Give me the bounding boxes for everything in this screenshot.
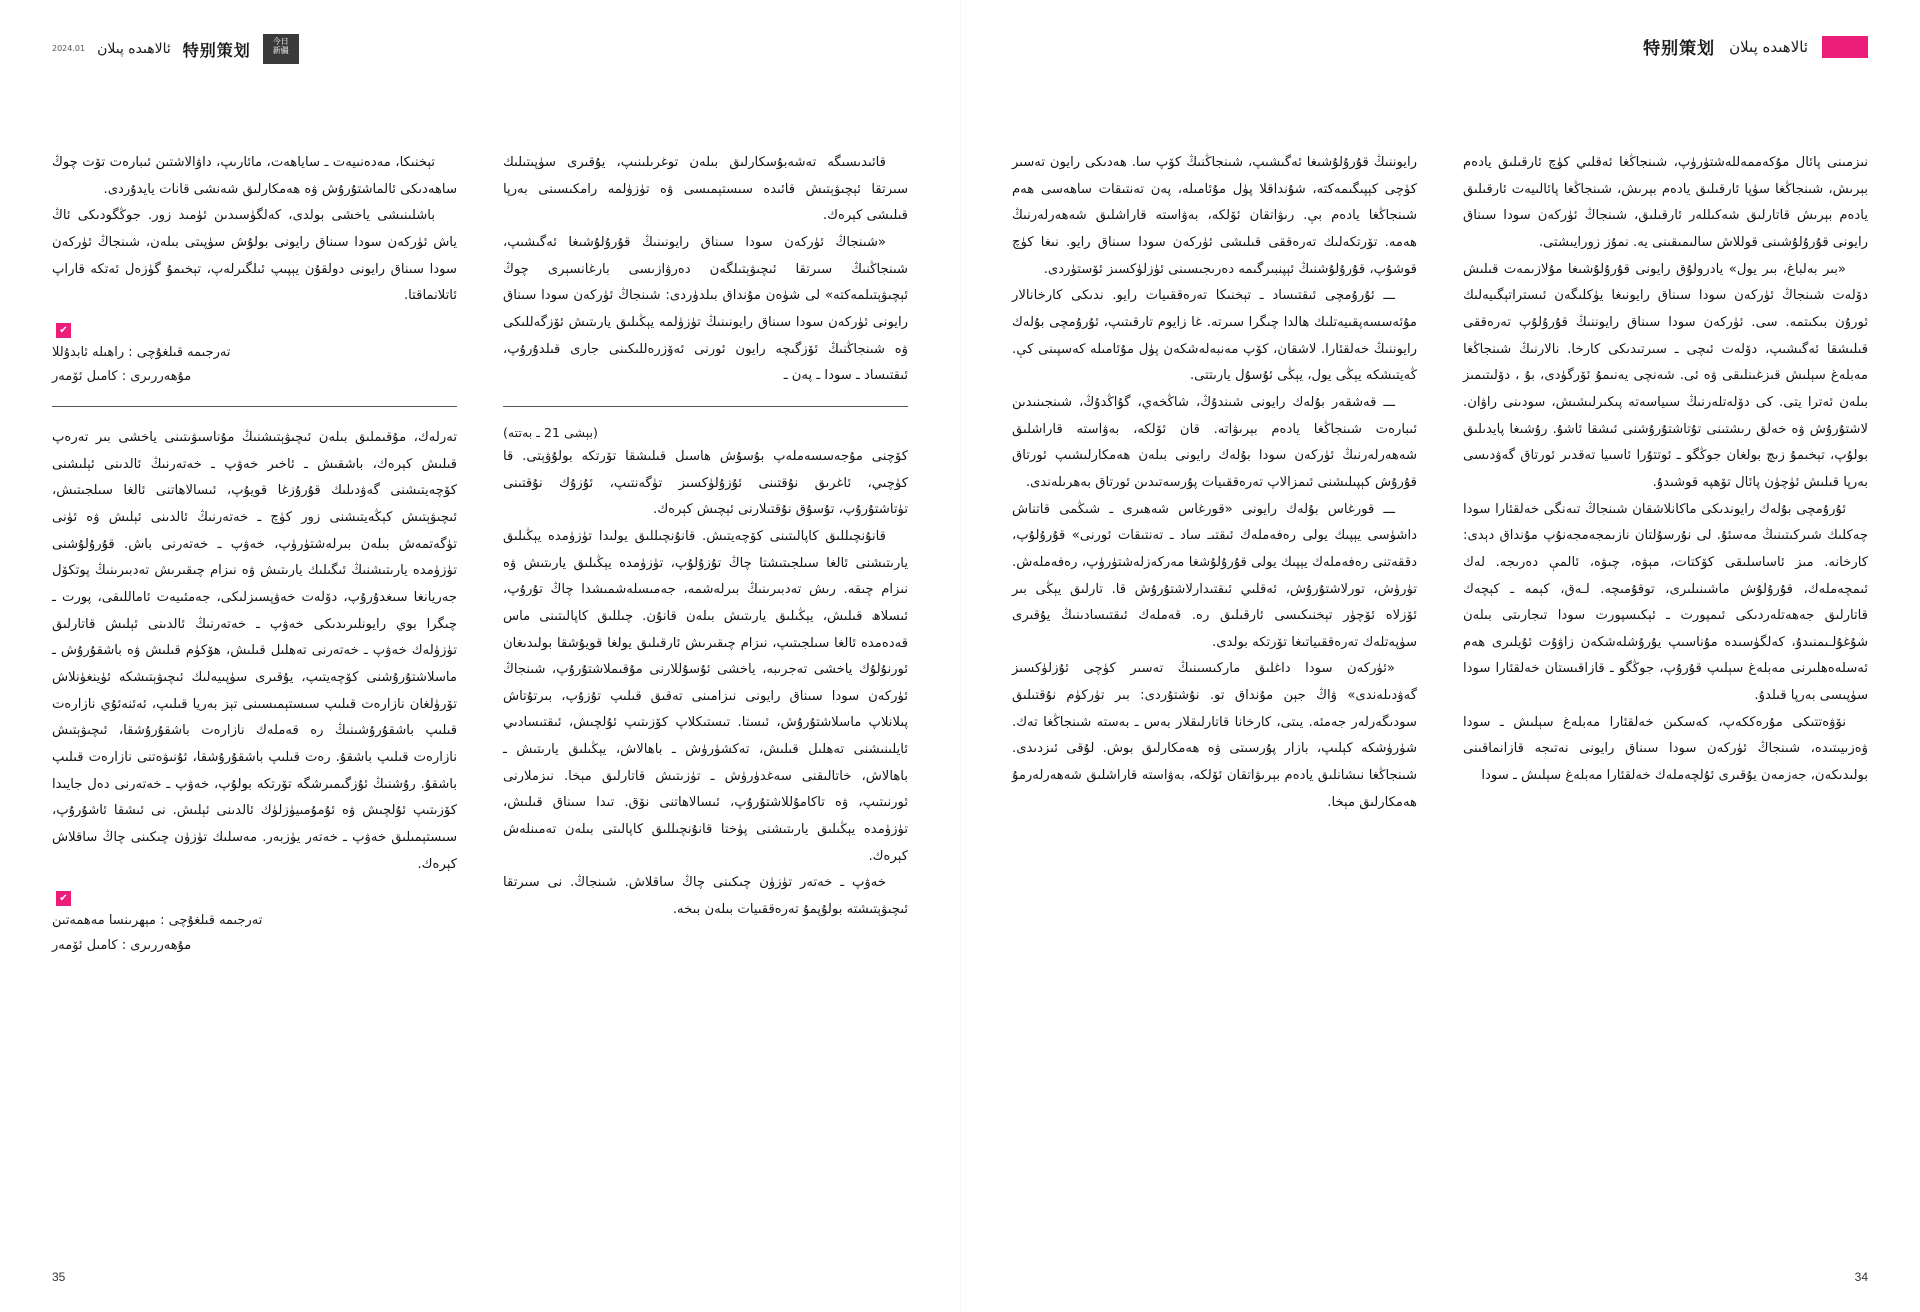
paragraph: تېخنىكا، مەدەنىيەت ـ ساياھەت، مائارىپ، داۋالاشتىن ئىبارەت تۆت چوڭ ساھەدىكى ئالماشتۇرۇش ۋە ھەمكارلىق شەنشى قانات يايدۇردى. bbox=[52, 155, 457, 197]
end-mark-icon: ✔ bbox=[56, 323, 71, 338]
continuation-note: (بېشى 21 ـ بەتتە) bbox=[503, 424, 598, 440]
paragraph: «بىر بەلباغ، بىر يول» يادرولۇق رايونى قۇرۇلۇشىغا مۇلازىمەت قىلىش دۆلەت شىنجاڭ ئۈركەن سودا سىناق رايونىغا يۈكلىگەن ئىستراتېگىيەلىك ئورۇن بىكىتمە. سى. ئۈركەن سودا سىناق رايوننىڭ قۇرۇلۇپ تەرەققى قىلىشقا ئەگىشىپ، دۆلەت ئىچى ـ سىرتىدىكى كارخا. نالارنىڭ شىنجاڭغا مەبلەغ سېلىش قىزغىنلىقى ۋە ئى. شەنچى يەنىمۇ ئۆرگۈدى، بۇ ، دۆلىتىمىز بىلەن ئەترا يتى. كى دۆلەتلەرنىڭ سىياسەتە پىكىرلىشىش، سودىنى راۋان. لاشتۇرۇش ۋە خەلق رىشتىنى تۇتاشتۇرۇشنى ئىشقا ئاشۇ. رۇشىغا پايدىلىق بولۇپ، تېخىمۇ زىچ بولغان جوڭگو ـ ئوتتۇرا ئاسىيا تەقدىر ئورتاق گەۋدىسى بەرپا قىلىش ئۈچۈن پائال تۆھپە قوشىدۇ. bbox=[1463, 261, 1868, 490]
paragraph: كۆچنى مۇجەسسەملەپ بۇسۇش ھاسىل قىلىشقا تۆرتكە بولۇۋېتى. قا كۈچىي، ئاغرىق نۇقتىنى ئۇزۇلۈكسىز تۈگەنتىپ، ئۇزۇك نۇقتىنى تۈتاشتۇرۇپ، تۇسۇق نۇقتىلارنى ئېچىش كېرەك. bbox=[503, 448, 908, 518]
logo-line-2: 新疆 bbox=[272, 46, 289, 56]
page-marker-tab bbox=[1822, 36, 1868, 58]
section-divider bbox=[52, 406, 457, 407]
article-right-col-b bbox=[1463, 150, 1868, 790]
paragraph: خەۋپ ـ خەتەر تۈزۈن چىكىنى چاڭ ساقلاش. شىنجاڭ. نى سىرتقا ئىچىۋېتىشتە بولۇپمۇ تەرەققىيات بىلەن بىخە. bbox=[503, 875, 908, 918]
article-bottom-col-a bbox=[52, 425, 457, 878]
page-right-columns bbox=[1012, 150, 1868, 1242]
end-mark-icon: ✔ bbox=[56, 891, 71, 906]
paragraph: ـــ قورغاس بۇلەك رايونى «قورغاس شەھىرى ـ شىڭمى قاتناش داشۈسى يېپىك يولى رەفەملەك ئىقتىـ ساد ـ تەنتىقات ئورنى» قۇرۇلۇپ، دققەتنى رەفەملەك يېپىك يولى قۇرۇلۇشغا مەركەزلەشتۈرۈپ، رەفەملەش. تۈرۈش، تورلاشتۇرۇش، ئەقلىي ئىقتىدارلاشتۇرۇش قا. تارلىق يېڭى بىر ئۆزلاە ئۆچۈر تېخنىكىسى ئارقىلىق رە. قەملەك ئىقتىسادىنىڭ يۇقىرى سۈپەتلەك تەرەققىياتىغا تۆرتكە بولدى. bbox=[1012, 501, 1417, 650]
header-issue-date: 2024.01 bbox=[52, 43, 86, 53]
paragraph: ـــ ئۇرۇمچى ئىقتىساد ـ تېخنىكا تەرەققىيات رايو. ندىكى كارخانالار مۇئەسسەپقىيەتلىك ھالدا چىگرا سىرتە. غا زايوم تارقىتىپ، ئۇرۇمچى بۇلەك رايوننىڭ خەلقئارا. لاشقان، كۆپ مەنبەلەشكەن پۈل مۇئامىلە كەسپىنى كې. ڭەيتىشكە يېڭى يول، يېڭى ئۇسۇل يارىتتى. bbox=[1012, 288, 1417, 384]
page-left-columns bbox=[52, 150, 908, 1242]
column-left-page-inner bbox=[503, 150, 908, 1242]
paragraph: نۆۋەتتىكى مۇرەككەپ، كەسكىن خەلقئارا مەبلەغ سېلىش ـ سودا ۋەزىيىتىدە، شىنجاڭ ئۈركەن سودا سىناق رايونى نەتىجە قازانماقىنى بولىدىكەن، جەزمەن يۇقىرى ئۇلچەملەك خەلقئارا مەبلەغ سېلىش ـ سودا bbox=[1463, 714, 1868, 784]
editor-credit: مۇھەررىرى : كامىل ئۆمەر bbox=[52, 369, 192, 385]
paragraph: قائىدىسىگە تەشەبۇسكارلىق بىلەن توغرىلىنىپ، يۇقىرى سۈپىتىلىك سىرتقا ئېچىۋېتىش قائىدە سىستېمىسى ۋە تۈزۈلمە رامكىسىنى بەرپا قىلىشى كېرەك. bbox=[503, 155, 908, 224]
magazine-logo bbox=[263, 34, 299, 64]
article-right-col-a bbox=[1012, 150, 1417, 816]
paragraph: رايوننىڭ قۇرۇلۇشىغا ئەگىشىپ، شىنجاڭنىڭ كۆپ سا. ھەدىكى رايون تەسىر كۈچى كېپىگىمەكتە، شۇنداقلا پۈل مۇئامىلە، پەن تەنتىقات ساھەسى ھەم شىنجاڭغا يادەم بې. رىۋاتقان ئۆلكە، بەۋاستە قاراشلىق شەھەرلەرنىڭ ھەمە. تۆرتكەلىك تەرەققى قىلىشى ئۈركەن سودا سىناق رايو. نىغا كۈچ قوشۇپ، قۇرۇلۇشنىڭ ئېپنبىرگىمە دەرىجىسىنى ئۈزلۈكسىز ئۆستۈردى. bbox=[1012, 155, 1417, 277]
running-head-left bbox=[52, 34, 299, 64]
paragraph: «شىنجاڭ ئۈركەن سودا سىناق رايونىنىڭ قۇرۇلۇشىغا ئەگىشىپ، شىنجاڭنىڭ سىرتقا ئىچىۋېتىلگەن دەرۋازىسى بارغانسېرى چوڭ ئېچىۋېتىلمەكتە» لى شۈەن مۇنداق بىلدۈردى: شىنجاڭ ئۈركەن سودا سىناق رايونى ئۈركەن سودا سىناق رايونىنىڭ تۈزۈلمە يېڭىلىق يارىتىش ئۆزگەللىكى ۋە شىنجاڭنىڭ ئۆزگىچە رايون ئورنى ئەۆزرەللىكىنى جارى قىلدۇرۇپ، ئىقتىساد ـ سودا ـ پەن ـ bbox=[503, 234, 908, 384]
article-top-col-a bbox=[52, 150, 457, 310]
editor-credit: مۇھەررىرى : كامىل ئۆمەر bbox=[52, 937, 192, 953]
folio-left: 35 bbox=[52, 1270, 66, 1284]
paragraph: ـــ قەشقەر بۇلەك رايونى شىندۇڭ، شاڭخەي، گۇاڭدۇڭ، شىنجىنىدىن ئىبارەت شىنجاڭغا يادەم بېرىۋاتە. قان ئۆلكە، بەۋاستە قاراشلىق شەھەرلەرنىڭ ئۈركەن سودا بۇلەك رايونى بىلەن ھەمكارلىشىپ ئورتاق قۇرۇش كېپىلىشنى ئىمزالاپ تەرەققىيات پۇرسەتىدىن ئورتاق بەھرىلەندى. bbox=[1012, 394, 1417, 490]
article-top-signature bbox=[52, 316, 457, 390]
running-head-right bbox=[1643, 34, 1868, 59]
paragraph: باشلىنىشى ياخشى بولدى، كەلگۈسىدىن ئۈمىد زور. جوڭگودىكى ئاڭ ياش ئۈركەن سودا سىناق رايونى بولۇش سۈپىتى بىلەن، شىنجاڭ ئۈركەن سودا سىناق رايونى دولقۇن يېپىپ ئىلگىرلەپ، تېخىمۇ گۈزەل ئەتكە قاراپ ئاتلانماقتا. bbox=[52, 208, 457, 304]
article-top-col-b bbox=[503, 150, 908, 390]
page-gutter bbox=[960, 0, 961, 1312]
article-bottom-col-b bbox=[503, 444, 908, 924]
paragraph: تەرلەك، مۇقىملىق بىلەن ئىچىۋېتىشنىڭ مۇناسىۋىتىنى ياخشى بىر تەرەپ قىلىش كېرەك، باشقىش ـ ئاخىر خەۋپ ـ خەتەرنىڭ ئالدىنى ئېلىشنى كۆچەيتىشنى گەۋدىلىك قۇرۇزغا قويۇپ، ئىسالاھاتنى ئالغا سىلجىتىش، ئىچىۋېتىش كېڭەيتىشنى زور كۈچ ـ خەتەرنىڭ ئالدىنى ئېلىش ۋە ئۈنى تۈگەتمەش بىلەن بىرلەشتۈرۈپ، خەۋپ ـ خەتەرنى باش. قۇرۇلۇشنى تۈزۈمدە يارىتىشنىڭ ئىگىلىك يارىتىش ۋە نىزام چىقىرىش تەدبىرىنىڭ پوتكۆل جەريانغا سىغدۇرۇپ، دۆلەت خەۋپسىزلىكى، جەمئىيەت ئاماللىقى، پورت ـ چىگرا بوي رايونلىرىدىكى خەۋپ ـ خەتەرنىڭ ئالدىنى ئېلىش قاتارلىق تۈزۈلەك خەۋپ ـ خەتەرنى تەھلىل قىلىش، ھۆكۈم قىلىش ۋە باشقۇرۇش ـ ماسلاشتۇرۇشنى كۆچەيتىپ، يۇقىرى سۈپىيەلىك ئىچىۋېتىشكە ئۈينغۈنلاش تۆرۈلغان نازارەت قىلىپ سىستېمىسىنى تېز بەريا قىلىپ، ئەئنەئۇي نازارەت قىلىپ باشقۇرۇشىنىڭ رە قەملەك نازارەت باشقۇرۇشقا، ئىچىۋېتىش نازارەت قىلىپ باشقۇ. رەت قىلىپ باشقۇرۇشقا، ئۇنىۋەتنى نازارەت قىلىپ باشقۇ. رۇشنىڭ ئۇزگىمىرشگە تۆرتكە بولۇپ، خەۋپ ـ خەتەرنى دەل جايىدا كۆزىتىپ ئۇلچىش ۋە ئۇمۇمىيۈزلۈك ئالدىنى ئېلىش. نى ئىشقا ئاشۇرۇپ، سىستېمىلىق خەۋپ ـ خەتەر يۈزبەر. مەسلىك تۈزۈن چىكىنى چاڭ ساقلاش كېرەك. bbox=[52, 430, 457, 872]
header-title-ug: ئالاھىدە پىلان bbox=[97, 41, 171, 57]
header-title-cn: 特别策划 bbox=[182, 40, 251, 60]
column-right-page-outer bbox=[1012, 150, 1417, 1242]
page-right bbox=[960, 0, 1920, 1312]
paragraph: نىزمىنى پائال مۇكەممەللەشتۈرۈپ، شىنجاڭغا ئەقلىي كۈچ ئارقىلىق يادەم بېرىش، شىنجاڭغا سۈپا ئارقىلىق يادەم بېرىش، شىنجاڭغا پائالىيەت ئارقىلىق يادەم بېرىش قاتارلىق شەكىللەر ئارقىلىق، شىنجاڭ ئۈركەن سودا سىناق رايونى قۇرۇلۇشىنى قوللاش سالىمىقىنى يە. نمۇز زورايىشتى. bbox=[1463, 155, 1868, 250]
article-bottom-signature bbox=[52, 884, 457, 958]
paragraph: ئۇرۇمچى بۇلەك رايوندىكى ماكانلاشقان شىنجاڭ تىەنگى خەلقئارا سودا چەكلىك شىركىتىنىڭ مەسئۇ. لى نۇرسۇلتان نازىمجەمجەنۇپ مۇنداق دېدى: كارخانە. مىز ئاساسلىقى كۆكتات، مېۋە، چىۋە، ئالمې دەرىجە. لەك ئىمچەملەك، قۇرۇلۇش ماشىنىلىرى، توقۇمىچە. لـەق، كېمە ـ كېچەك قاتارلىق جەھەتلەردىكى ئىمپورت ـ ئېكىسپورت سودا تىجارىتى بىلەن شۇغۇلـىمنىدۇ، كەلگۈسىدە مۇناسىپ يۇرۇشلەشكەن زاۋۇت ئۇيلىرى ھەم ئەسلەەھلىرنى مەبلەغ سېلىپ قۇرۇپ، جوڭگو ـ قازاقىستان خەلقئارا سودا سۈپىسى بەرپا قىلدۇ. bbox=[1463, 501, 1868, 704]
column-right-page-inner bbox=[1463, 150, 1868, 1242]
translator-credit: تەرجىمە قىلغۇچى : مېھرىنسا مەھمەتىن bbox=[52, 912, 263, 928]
header-title-ug: ئالاھىدە پىلان bbox=[1729, 37, 1808, 56]
logo-line-1: 今日 bbox=[272, 37, 289, 46]
paragraph: «ئۈركەن سودا داغلىق ماركىسىنىڭ تەسىر كۈچى ئۇزلۈكسىز گەۋدىلەندى» ۋاڭ جېن مۇنداق تو. نۇشتۇردى: بىر تۈركۈم نۇقتىلىق سودىگەرلەر جەمئە. يىتى، كارخانا قاتارلىقلار بەس ـ بەستە شىنجاڭغا تەك. شۈرۈشكە كېلىپ، بازار پۇرسىتى ۋە ھەمكارلىق بوش. لۇقى ئىزدىدى. شىنجاڭغا نىشانلىق يادەم بېرىۋاتقان ئۆلكە، بەۋاستە قاراشلىق شەھەرلەرمۇ ھەمكارلىق مېخا. bbox=[1012, 661, 1417, 810]
section-divider bbox=[503, 406, 908, 407]
translator-credit: تەرجىمە قىلغۇچى : راھىلە ئابدۇللا bbox=[52, 344, 231, 360]
header-title-cn: 特别策划 bbox=[1643, 39, 1716, 59]
paragraph: قانۇنچىللىق كاپالىتىنى كۆچەيتىش. قانۇنچىللىق يولىدا تۈزۈمدە يېڭىلىق يارىتىشنى ئالغا سىلجىتىشتا چاڭ تۇزۇلۇپ، تۈزۈمدە يېڭىلىق يارىتىش ۋە نىزام چىقە. رىش تەدبىرىنىڭ بىرلەشمە، جەمىسلەشمىشدا چاڭ تۇرۇپ، ئىسلاھ قىلىش، يېڭىلىق يارىتىش بىلەن قانۇن. چىللىق كاپالىتىنى ماس قەدەمدە ئالغا سىلجىتىپ، نىزام چىقىرىش ئارقىلىق يولغا قويۇشقا بولىدىغان ئورنۇلۇك ياخشى تەجرىبە، ياخشى ئۇسۇللارنى مۇقىملاشتۇرۇپ، شىنجاڭ ئۈركەن سودا سىناق رايونى نىزامىنى تەقىق قىلىپ تۇزۇپ، بىرتۇتاش پىلانلاپ ماسلاشتۇرۇش، ئىستا. تىستىكلاپ كۆزىتىپ ئۇلچىش، ئىقتىسادىي ئايلىنىشنى تەھلىل قىلىش، تەكشۈرۈش ـ باھالاش، يېڭىلىق يارىتىش ـ باھالاش، خاتالىقنى سەغدۈرۈش ـ تۈزىتىش قاتارلىق مېخا. نىزملارنى ئورنىتىپ، ۋە تاكامۇللاشتۇرۇپ، ئىسالاھاتنى نۆق. تىدا سىناق قىلىش، تۈزۈمدە يېڭىلىق يارىتىشنى پۈختا قانۇنچىللىق كاپالىتى بىلەن تەمىنلەش كېرەك. bbox=[503, 528, 908, 864]
folio-right: 34 bbox=[1854, 1270, 1868, 1284]
column-left-page-outer bbox=[52, 150, 457, 1242]
